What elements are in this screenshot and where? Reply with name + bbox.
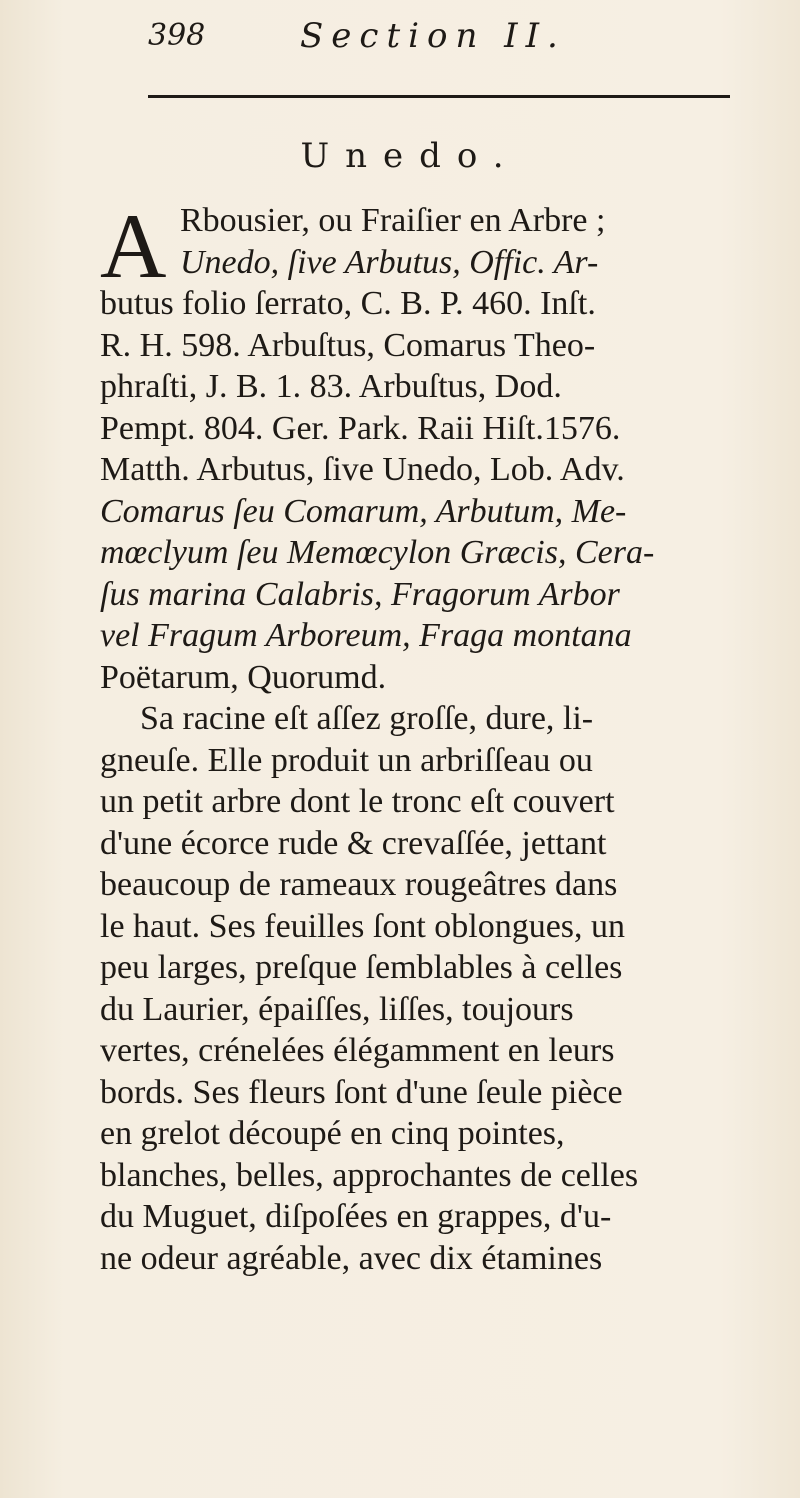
text-line: du Muguet, diſpoſées en grappes, d'u- <box>100 1198 612 1235</box>
text-line: bords. Ses fleurs ſont d'une ſeule pièce <box>100 1073 623 1111</box>
text-line: mœclyum ſeu Memœcylon Græcis, Cera- <box>100 534 655 571</box>
text-line: Comarus ſeu Comarum, Arbutum, Me- <box>100 492 627 530</box>
text-line: Sa racine eſt aſſez groſſe, dure, li- <box>140 700 594 737</box>
text-line: blanches, belles, approchantes de celles <box>100 1156 639 1194</box>
page-number: 398 <box>148 18 206 53</box>
text-line: le haut. Ses feuilles ſont oblongues, un <box>100 907 626 945</box>
running-head: Section II. <box>300 16 566 56</box>
text-line: gneuſe. Elle produit un arbriſſeau ou <box>100 741 593 779</box>
text-line: Poëtarum, Quorumd. <box>100 658 387 696</box>
text-line: du Laurier, épaiſſes, liſſes, toujours <box>100 990 574 1028</box>
body-text <box>100 195 790 1279</box>
text-line: ſus marina Calabris, Fragorum Arbor <box>100 575 620 613</box>
text-line: Matth. Arbutus, ſive Unedo, Lob. Adv. <box>100 451 625 488</box>
section-title: Unedo. <box>300 136 520 176</box>
text-line: Pempt. 804. Ger. Park. Raii Hiſt.1576. <box>100 409 621 447</box>
page-header <box>0 14 800 74</box>
text-line: phraſti, J. B. 1. 83. Arbuſtus, Dod. <box>100 368 562 405</box>
text-line: d'une écorce rude & crevaſſée, jettant <box>100 824 607 862</box>
text-line: R. H. 598. Arbuſtus, Comarus Theo- <box>100 326 596 364</box>
text-line: Rbousier, ou Fraiſier en Arbre ; <box>180 202 606 239</box>
text-line: vel Fragum Arboreum, Fraga montana <box>100 617 632 654</box>
text-line: Unedo, ſive Arbutus, Offic. Ar- <box>180 243 599 281</box>
text-line: en grelot découpé en cinq pointes, <box>100 1115 565 1152</box>
text-line: peu larges, preſque ſemblables à celles <box>100 949 623 986</box>
text-line: un petit arbre dont le tronc eſt couvert <box>100 783 615 820</box>
text-line: beaucoup de rameaux rougeâtres dans <box>100 866 618 903</box>
drop-cap: A <box>100 195 167 297</box>
text-line: ne odeur agréable, avec dix étamines <box>100 1239 603 1277</box>
text-line: vertes, crénelées élégamment en leurs <box>100 1032 615 1069</box>
text-line: butus folio ſerrato, C. B. P. 460. Inſt. <box>100 285 596 322</box>
header-rule <box>148 95 730 98</box>
